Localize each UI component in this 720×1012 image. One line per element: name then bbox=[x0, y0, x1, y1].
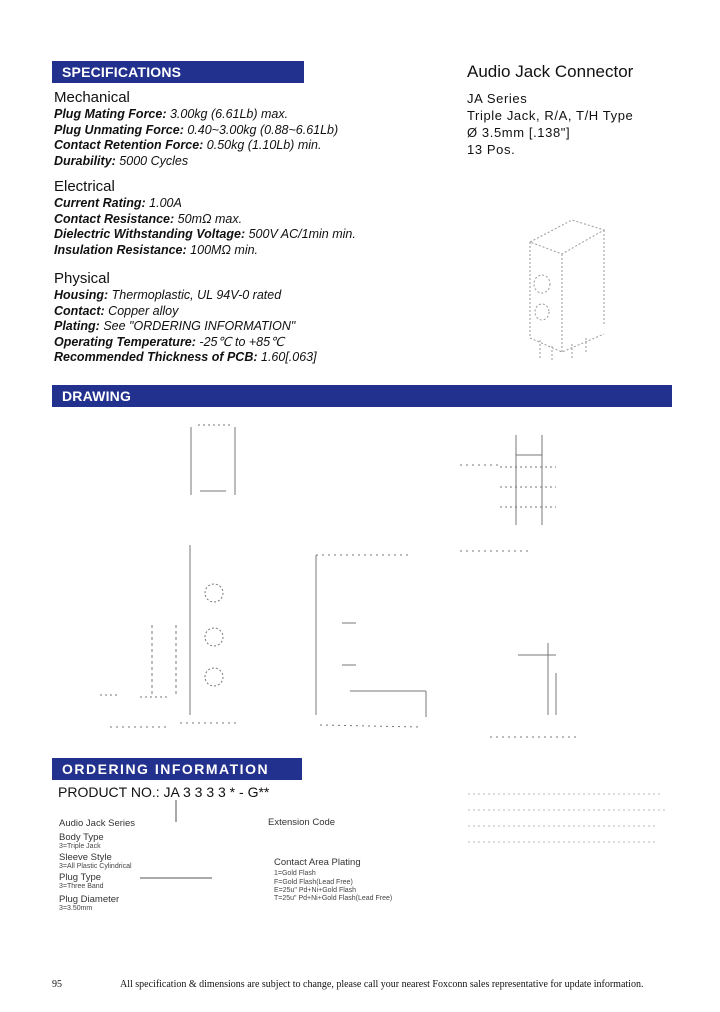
spec-dielectric-voltage: Dielectric Withstanding Voltage: 500V AC/1min min. bbox=[54, 227, 356, 242]
spec-contact-resistance: Contact Resistance: 50mΩ max. bbox=[54, 211, 243, 226]
plating-option-1: 1=Gold Flash bbox=[274, 870, 316, 877]
product-details bbox=[467, 90, 633, 158]
mechanical-heading: Mechanical bbox=[54, 89, 130, 106]
product-positions: 13 Pos. bbox=[467, 142, 516, 157]
footer-notice: All specification & dimensions are subject to change, please call your nearest Foxconn sales representative for update information. bbox=[120, 979, 644, 990]
order-contact-area-plating: Contact Area Plating bbox=[274, 857, 361, 868]
ordering-lines bbox=[140, 800, 240, 880]
spec-contact: Contact: Copper alloy bbox=[54, 303, 179, 318]
spec-plating: Plating: See "ORDERING INFORMATION" bbox=[54, 319, 296, 334]
spec-operating-temperature: Operating Temperature: -25℃ to +85℃ bbox=[54, 334, 285, 349]
product-type: Triple Jack, R/A, T/H Type bbox=[467, 108, 634, 123]
mechanical-list bbox=[54, 107, 338, 169]
order-plug-diameter-detail: 3=3.50mm bbox=[59, 905, 93, 912]
product-number: PRODUCT NO.: JA 3 3 3 3 * - G** bbox=[58, 784, 270, 800]
product-title: Audio Jack Connector bbox=[467, 62, 634, 81]
ordering-faint-table bbox=[468, 788, 673, 858]
plating-option-e: E=25u" Pd+Ni+Gold Flash bbox=[274, 887, 357, 894]
spec-plug-unmating-force: Plug Unmating Force: 0.40~3.00kg (0.88~6.61Lb) bbox=[54, 122, 339, 137]
physical-heading: Physical bbox=[54, 270, 110, 287]
order-sleeve-style: Sleeve Style bbox=[59, 852, 112, 863]
drawing-header-bar bbox=[52, 385, 672, 407]
spec-durability: Durability: 5000 Cycles bbox=[54, 153, 189, 168]
order-plug-type: Plug Type bbox=[59, 872, 102, 883]
drawing-label: DRAWING bbox=[62, 388, 132, 404]
spec-housing: Housing: Thermoplastic, UL 94V-0 rated bbox=[54, 288, 282, 302]
spec-insulation-resistance: Insulation Resistance: 100MΩ min. bbox=[54, 242, 259, 257]
order-body-type: Body Type bbox=[59, 832, 104, 843]
order-plug-diameter: Plug Diameter bbox=[59, 894, 120, 905]
product-series: JA Series bbox=[467, 91, 528, 106]
order-extension-code: Extension Code bbox=[268, 817, 336, 828]
ordering-label: ORDERING INFORMATION bbox=[62, 761, 270, 777]
electrical-heading: Electrical bbox=[54, 178, 115, 195]
ordering-header-bar bbox=[52, 758, 302, 780]
technical-drawing bbox=[80, 415, 580, 745]
spec-contact-retention-force: Contact Retention Force: 0.50kg (1.10Lb) min. bbox=[54, 138, 322, 153]
connector-illustration bbox=[512, 212, 622, 368]
product-diameter: Ø 3.5mm [.138"] bbox=[467, 125, 571, 140]
spec-pcb-thickness: Recommended Thickness of PCB: 1.60[.063] bbox=[54, 350, 317, 365]
specifications-header-bar bbox=[52, 61, 304, 83]
electrical-list bbox=[54, 196, 356, 258]
order-body-type-detail: 3=Triple Jack bbox=[59, 843, 101, 850]
page-number: 95 bbox=[52, 979, 62, 990]
order-audio-jack-series: Audio Jack Series bbox=[59, 818, 136, 829]
plating-option-t: T=25u" Pd+Ni+Gold Flash(Lead Free) bbox=[274, 895, 393, 902]
specifications-label: SPECIFICATIONS bbox=[62, 64, 182, 80]
spec-plug-mating-force: Plug Mating Force: 3.00kg (6.61Lb) max. bbox=[54, 107, 289, 121]
plating-option-f: F=Gold Flash(Lead Free) bbox=[274, 879, 353, 886]
order-sleeve-style-detail: 3=All Plastic Cylindrical bbox=[59, 863, 132, 870]
physical-list bbox=[54, 288, 317, 366]
spec-current-rating: Current Rating: 1.00A bbox=[54, 196, 182, 210]
order-plug-type-detail: 3=Three Band bbox=[59, 883, 104, 890]
